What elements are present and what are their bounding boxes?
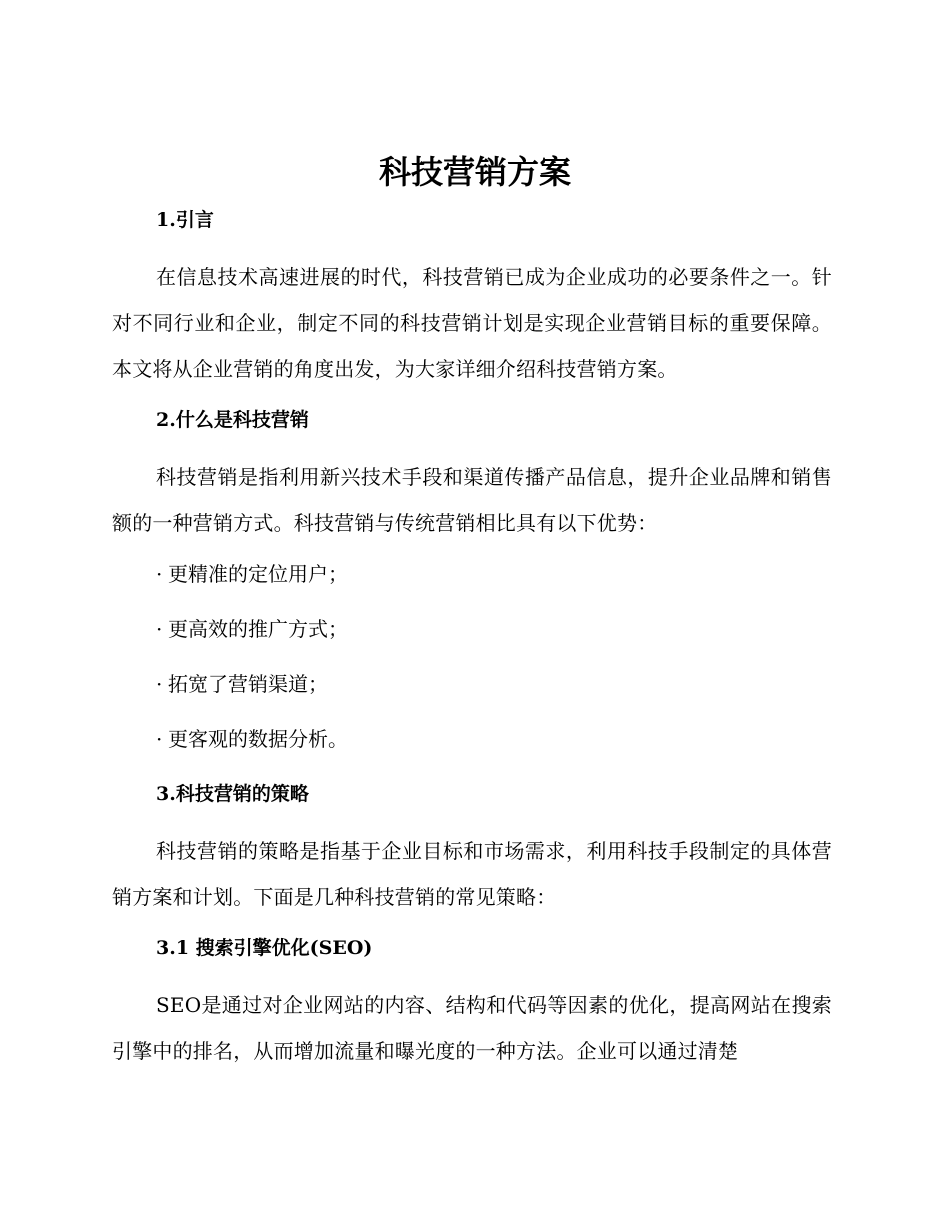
advantages-list bbox=[112, 554, 832, 759]
section-paragraph: SEO是通过对企业网站的内容、结构和代码等因素的优化，提高网站在搜索引擎中的排名，从而增加流量和曝光度的一种方法。企业可以通过清楚 bbox=[112, 993, 832, 1063]
section-paragraph: 科技营销的策略是指基于企业目标和市场需求，利用科技手段制定的具体营销方案和计划。下面是几种科技营销的常见策略： bbox=[112, 839, 832, 909]
bullet-dot-icon: · bbox=[156, 617, 163, 641]
bullet-dot-icon: · bbox=[156, 562, 163, 586]
list-item-text: 更高效的推广方式； bbox=[168, 617, 348, 641]
document-title: 科技营销方案 bbox=[378, 153, 571, 191]
section-heading: 3.科技营销的策略 bbox=[156, 783, 309, 805]
list-item bbox=[112, 554, 832, 594]
document-body bbox=[112, 200, 832, 1082]
section-heading: 2.什么是科技营销 bbox=[156, 409, 309, 431]
bullet-dot-icon: · bbox=[156, 672, 163, 696]
section-paragraph: 科技营销是指利用新兴技术手段和渠道传播产品信息，提升企业品牌和销售额的一种营销方式。科技营销与传统营销相比具有以下优势： bbox=[112, 465, 832, 535]
list-item bbox=[112, 609, 832, 649]
section-seo bbox=[112, 928, 832, 1074]
section-what-is-tech-marketing bbox=[112, 400, 832, 759]
list-item-text: 拓宽了营销渠道； bbox=[168, 672, 328, 696]
section-heading: 3.1 搜索引擎优化(SEO) bbox=[156, 937, 373, 959]
list-item-text: 更精准的定位用户； bbox=[168, 562, 348, 586]
list-item-text: 更客观的数据分析。 bbox=[168, 727, 348, 751]
section-paragraph: 在信息技术高速进展的时代，科技营销已成为企业成功的必要条件之一。针对不同行业和企业，制定不同的科技营销计划是实现企业营销目标的重要保障。本文将从企业营销的角度出发，为大家详细介绍科技营销方案。 bbox=[112, 265, 832, 381]
list-item bbox=[112, 664, 832, 704]
bullet-dot-icon: · bbox=[156, 727, 163, 751]
section-introduction bbox=[112, 200, 832, 392]
section-heading: 1.引言 bbox=[156, 209, 214, 231]
list-item bbox=[112, 719, 832, 759]
section-strategies bbox=[112, 774, 832, 920]
